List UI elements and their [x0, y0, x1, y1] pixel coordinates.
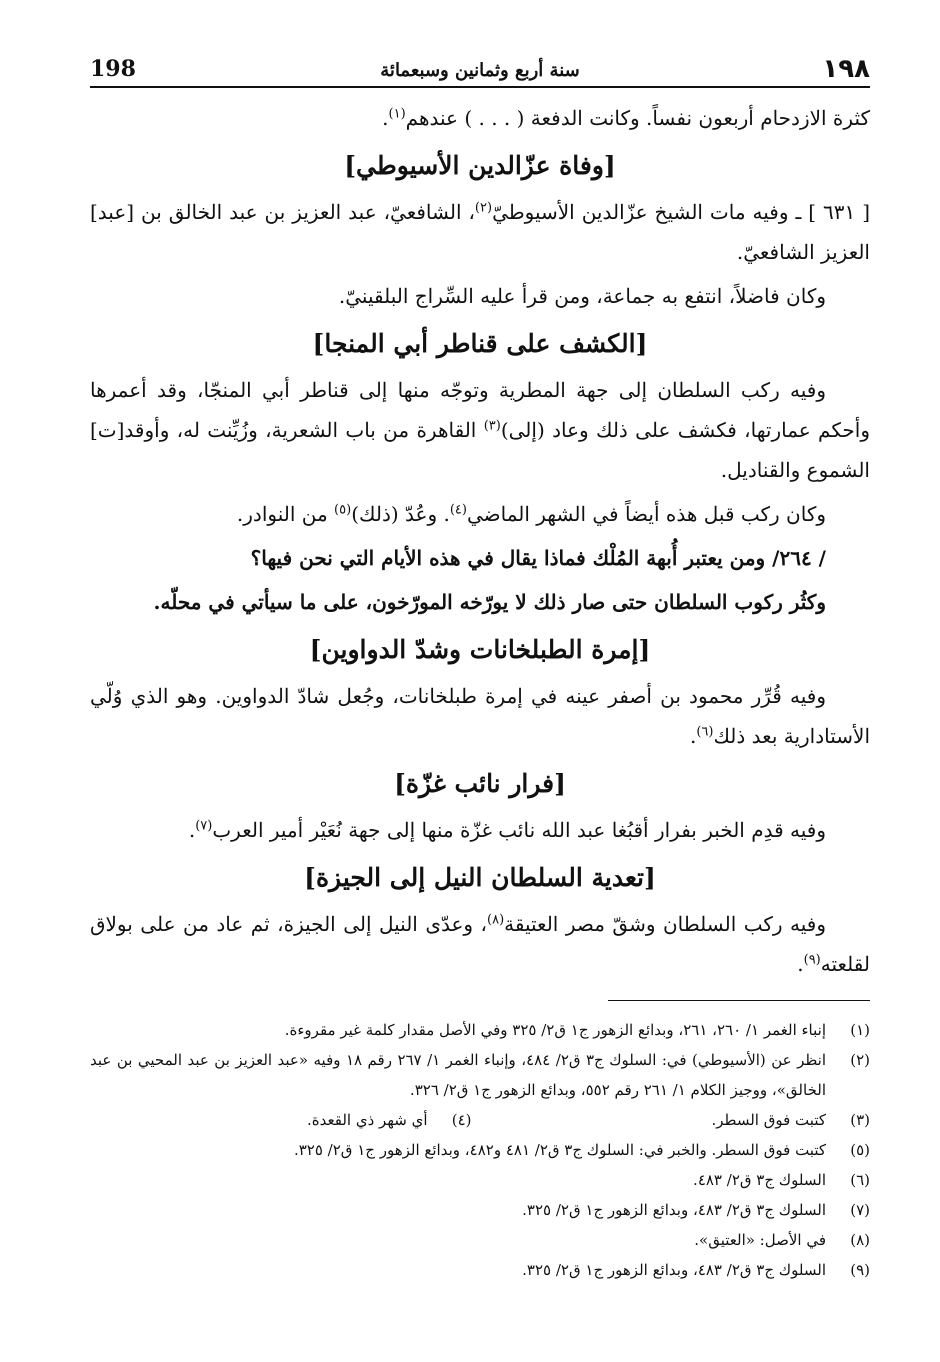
footnote-text: كتبت فوق السطر. والخبر في: السلوك ج٣ ق٢/ ٤٨١ و٤٨٢، وبدائع الزهور ج١ ق٢/ ٣٢٥. [293, 1141, 826, 1159]
paragraph [90, 494, 870, 534]
paragraph [90, 810, 870, 850]
paragraph-text: وفيه ركب السلطان إلى جهة المطرية وتوجّه منها إلى قناطر أبي المنجّا، وقد أعمرها وأحكم عمارتها، فكشف على ذلك وعاد (إلى) [90, 378, 870, 442]
footnote-text: إنباء الغمر ١/ ٢٦٠، ٢٦١، وبدائع الزهور ج١ ق٢/ ٣٢٥ وفي الأصل مقدار كلمة غير مقروءة. [284, 1021, 826, 1039]
footnote-text: السلوك ج٣ ق٢/ ٤٨٣، وبدائع الزهور ج١ ق٢/ ٣٢٥. [522, 1261, 826, 1279]
footnote-ref: (٥) [334, 502, 352, 518]
page-number-arabic: ١٩٨ [822, 54, 870, 84]
paragraph-text: وفيه ركب السلطان وشقّ مصر العتيقة [504, 912, 826, 936]
footnote [90, 1015, 870, 1045]
footnote [90, 1255, 870, 1285]
main-text [90, 98, 870, 984]
footnote-text: انظر عن (الأسيوطي) في: السلوك ج٣ ق٢/ ٤٨٤، وإنباء الغمر ١/ ٢٦٧ رقم ١٨ وفيه «عبد العزيز بن عبد المحيي بن عبد الخالق»، ووجيز الكلام ١/ ٢٦١ رقم ٥٥٢، وبدائع الزهور ج١ ق٢/ ٣٢٦. [90, 1051, 826, 1099]
footnote-text: أي شهر ذي القعدة. [307, 1111, 428, 1129]
entry-paragraph [90, 192, 870, 272]
section-heading: [فرار نائب غزّة] [394, 769, 566, 798]
footnote-number: (٣) [850, 1111, 870, 1129]
footnote-ref: (٣) [483, 418, 501, 434]
paragraph-text: وفيه قُرِّر محمود بن أصفر عينه في إمرة طبلخانات، وجُعل شادّ الدواوين. وهو الذي وُلّي الأستادارية بعد ذلك [90, 684, 870, 748]
footnotes-list [90, 1015, 870, 1285]
paragraph-text: . [797, 952, 804, 976]
book-page [90, 48, 870, 1285]
paragraph [90, 676, 870, 756]
paragraph-text: وفيه قدِم الخبر بفرار أقبُغا عبد الله نائب غزّة منها إلى جهة نُعَيْر أمير العرب [212, 818, 826, 842]
paragraph: وكان فاضلاً، انتفع به جماعة، ومن قرأ عليه السِّراج البلقينيّ. [338, 284, 826, 308]
paragraph [90, 904, 870, 984]
footnote-pair [90, 1105, 870, 1135]
footnote-text: السلوك ج٣ ق٢/ ٤٨٣. [693, 1171, 826, 1189]
paragraph-text: . [382, 106, 389, 130]
paragraph-bold: وكثُر ركوب السلطان حتى صار ذلك لا يورّخه المورّخون، على ما سيأتي في محلّه. [153, 590, 826, 614]
footnote-divider [608, 1000, 870, 1001]
section-heading: [وفاة عزّالدين الأسيوطي] [344, 151, 616, 180]
paragraph-text: القاهرة من باب الشعرية، وزُيِّنت له، وأوقد[ت] الشموع والقناديل. [90, 418, 870, 482]
footnote-number: (٦) [850, 1171, 870, 1189]
footnote-number: (٥) [850, 1141, 870, 1159]
footnote-text: السلوك ج٣ ق٢/ ٤٨٣، وبدائع الزهور ج١ ق٢/ ٣٢٥. [522, 1201, 826, 1219]
footnote [90, 1195, 870, 1225]
footnote-ref: (٤) [449, 502, 467, 518]
paragraph [90, 98, 870, 138]
footnote-number: (٤) [451, 1111, 472, 1129]
footnote-ref: (٦) [696, 724, 714, 740]
running-title: سنة أربع وثمانين وسبعمائة [380, 60, 580, 81]
footnote-ref: (٨) [487, 912, 505, 928]
footnote-number: (٧) [850, 1201, 870, 1219]
footnote [90, 1135, 870, 1165]
section-heading: [إمرة الطبلخانات وشدّ الدواوين] [309, 635, 651, 664]
footnote-number: (٨) [850, 1231, 870, 1249]
footnote-ref: (٧) [195, 818, 213, 834]
footnote-ref: (٩) [803, 952, 821, 968]
paragraph-text: ، الشافعيّ، عبد العزيز بن عبد الخالق بن [عبد] العزيز الشافعيّ. [90, 200, 870, 264]
paragraph-text: ، وعدّى النيل إلى الجيزة، ثم عاد من على بولاق لقلعته [90, 912, 870, 976]
footnote [712, 1105, 871, 1135]
footnote-text: في الأصل: «العتيق». [694, 1231, 826, 1249]
paragraph-text: وكان ركب قبل هذه أيضاً في الشهر الماضي [466, 502, 826, 526]
page-number-latin: 198 [90, 56, 136, 82]
footnote-number: (٩) [850, 1261, 870, 1279]
footnote [90, 1225, 870, 1255]
section-heading: [تعدية السلطان النيل إلى الجيزة] [304, 863, 656, 892]
footnote-number: (١) [850, 1021, 870, 1039]
paragraph-text: . وعُدّ (ذلك) [351, 502, 450, 526]
footnote-ref: (١) [388, 106, 406, 122]
footnote [307, 1105, 471, 1135]
paragraph-text: . [689, 724, 697, 748]
footnote-text: كتبت فوق السطر. [711, 1111, 826, 1129]
paragraph-text: [ ٦٣١ ] ـ وفيه مات الشيخ عزّالدين الأسيوطيّ [492, 200, 871, 224]
footnote-number: (٢) [850, 1051, 870, 1069]
paragraph-text: من النوادر. [236, 502, 335, 526]
section-heading: [الكشف على قناطر أبي المنجا] [312, 329, 648, 358]
footnote [90, 1045, 870, 1105]
paragraph-text: كثرة الازدحام أربعون نفساً. وكانت الدفعة ( . . . ) عندهم [405, 106, 870, 130]
footnote [90, 1165, 870, 1195]
page-header [90, 48, 870, 88]
footnote-ref: (٢) [474, 200, 493, 216]
paragraph-text: . [188, 818, 196, 842]
paragraph-bold: / ٢٦٤/ ومن يعتبر أُبهة المُلْك فماذا يقال في هذه الأيام التي نحن فيها؟ [250, 546, 826, 570]
paragraph [90, 370, 870, 490]
